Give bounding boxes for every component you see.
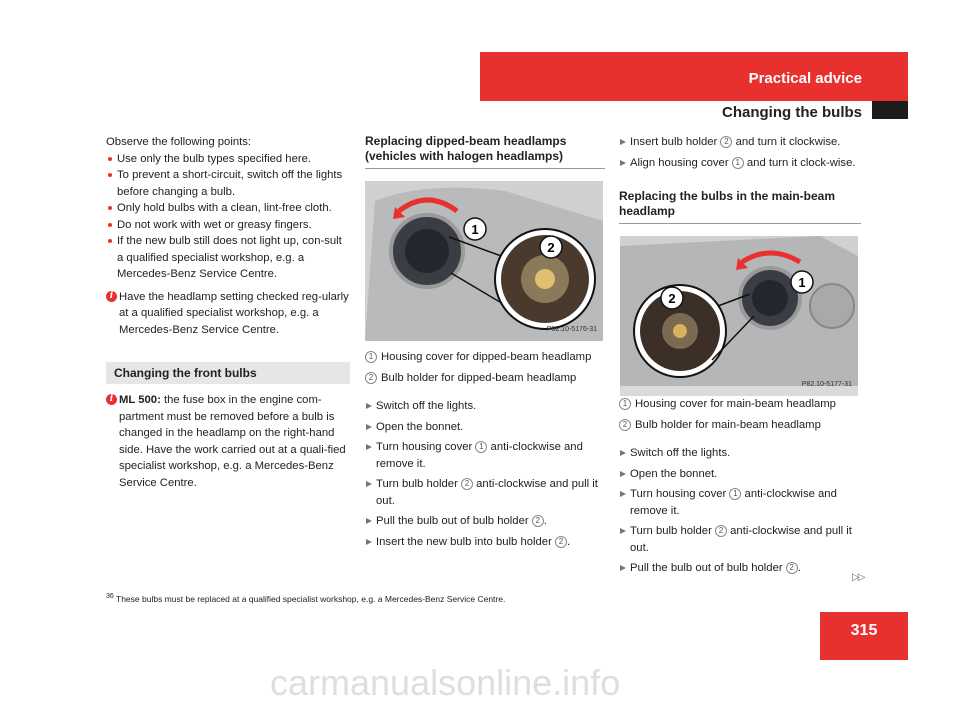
step-item: Switch off the lights. (619, 445, 861, 462)
headlamp-illustration (620, 236, 858, 386)
info-text: Have the headlamp setting checked reg-ularly at a qualified specialist workshop, e.g. a Mercedes-Benz Service Centre. (119, 290, 349, 336)
info-note-ml500 (106, 392, 350, 491)
svg-text:1: 1 (471, 222, 479, 237)
svg-text:2: 2 (668, 291, 676, 306)
legend-item: 2 Bulb holder for dipped-beam headlamp (365, 370, 605, 387)
column-middle (365, 134, 605, 554)
step-item: Turn bulb holder 2 anti-clockwise and pull it out. (365, 476, 605, 509)
step-item: Turn housing cover 1 anti-clockwise and remove it. (619, 486, 861, 519)
step-item: Turn bulb holder 2 anti-clockwise and pull it out. (619, 523, 861, 556)
subsection-title: Changing the bulbs (722, 104, 862, 121)
watermark: carmanualsonline.info (270, 662, 621, 703)
section-heading-front-bulbs: Changing the front bulbs (106, 362, 350, 384)
footnote-mark: 36 (106, 593, 114, 600)
heading-dipped-beam: Replacing dipped-beam headlamps (vehicles with halogen headlamps) (365, 134, 605, 169)
info-icon: i (106, 394, 117, 405)
step-item: Insert the new bulb into bulb holder 2 . (365, 534, 605, 551)
footnote (106, 593, 806, 604)
legend-item: 1 Housing cover for dipped-beam headlamp (365, 349, 605, 366)
step-item: Turn housing cover 1 anti-clockwise and remove it. (365, 439, 605, 472)
legend-item: 2 Bulb holder for main-beam headlamp (619, 417, 861, 434)
figure-main-beam (620, 236, 858, 396)
headlamp-illustration (365, 181, 603, 341)
svg-text:1: 1 (798, 275, 806, 290)
figure-code: P82.10-5177-31 (801, 380, 852, 388)
info-icon: i (106, 291, 117, 302)
steps-list (365, 398, 605, 550)
footnote-text: These bulbs must be replaced at a qualified specialist workshop, e.g. a Mercedes-Benz Service Centre. (116, 593, 506, 604)
info-note (106, 289, 350, 339)
step-item: Pull the bulb out of bulb holder 2 . (619, 560, 861, 577)
legend-item: 1 Housing cover for main-beam headlamp (619, 396, 861, 413)
figure-dipped-beam (365, 181, 603, 341)
step-item: Insert bulb holder 2 and turn it clockwise. (619, 134, 861, 151)
continue-arrow-icon: ▷▷ (852, 572, 864, 583)
section-title: Practical advice (748, 70, 862, 87)
step-item: Open the bonnet. (365, 419, 605, 436)
column-left (106, 134, 350, 491)
column-right (619, 134, 864, 583)
bullet-item: If the new bulb still does not light up, con-sult a qualified specialist workshop, e.g. a Mercedes-Benz Service Centre. (106, 233, 350, 283)
bullet-item: Only hold bulbs with a clean, lint-free cloth. (106, 200, 350, 217)
bullet-item: Use only the bulb types specified here. (106, 151, 350, 168)
intro-text: Observe the following points: (106, 136, 252, 148)
info-text: the fuse box in the engine com-partment must be removed before a bulb is changed in the headlamp on the right-hand side. Have the work carried out at a quali-fied specialist workshop, e.g. a Mercedes-Benz Service Centre. (119, 394, 346, 489)
legend (619, 396, 861, 433)
figure-code: P82.10-5176-31 (546, 325, 597, 333)
step-item: Pull the bulb out of bulb holder 2 . (365, 513, 605, 530)
steps-list (619, 445, 861, 577)
legend (365, 349, 605, 386)
bullet-item: To prevent a short-circuit, switch off the lights before changing a bulb. (106, 167, 350, 200)
step-item: Align housing cover 1 and turn it clock-wise. (619, 155, 861, 172)
step-item: Open the bonnet. (619, 466, 861, 483)
page-number: 315 (850, 622, 878, 639)
svg-text:2: 2 (547, 240, 555, 255)
header-tab (872, 101, 908, 119)
step-item: Switch off the lights. (365, 398, 605, 415)
heading-main-beam: Replacing the bulbs in the main-beam headlamp (619, 189, 861, 224)
bullet-item: Do not work with wet or greasy fingers. (106, 217, 350, 234)
model-label: ML 500: (119, 394, 161, 406)
